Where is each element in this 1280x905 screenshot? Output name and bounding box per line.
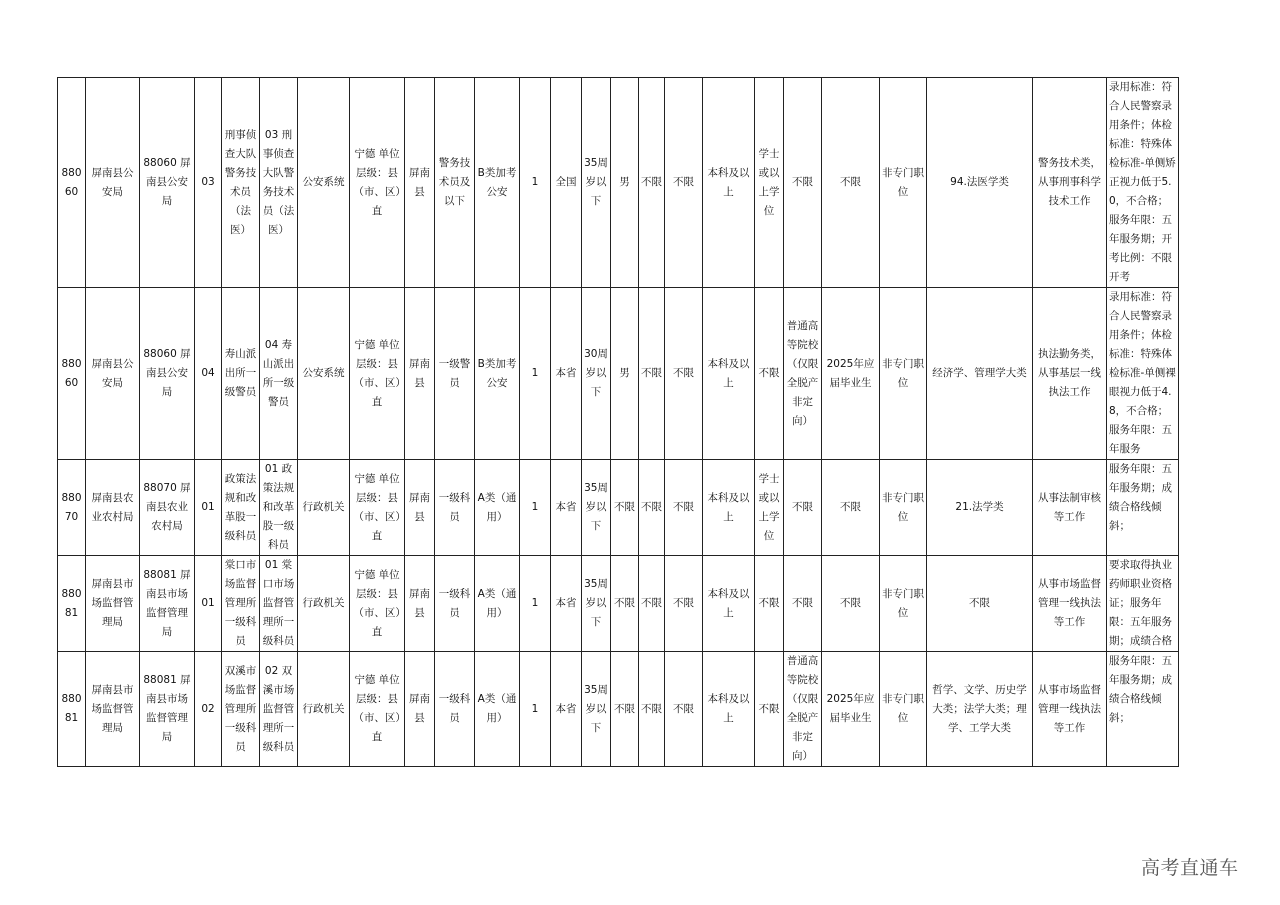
note-cell: 要求取得执业药师职业资格证；服务年限：五年服务期；成绩合格 [1107, 556, 1179, 652]
scope-cell: 本省 [551, 652, 582, 767]
unit-code-cell: 88070 [58, 460, 86, 556]
graduate-type-cell: 2025年应届毕业生 [822, 288, 880, 460]
system-cell: 行政机关 [298, 652, 350, 767]
rank-cell: 一级警员 [435, 288, 475, 460]
major-cell: 21.法学类 [927, 460, 1033, 556]
graduate-type-cell: 不限 [822, 460, 880, 556]
hire-count-cell: 1 [520, 652, 551, 767]
system-cell: 公安系统 [298, 288, 350, 460]
hire-count-cell: 1 [520, 78, 551, 288]
dept-cell: 88060 屏南县公安局 [140, 78, 195, 288]
recruitment-positions-table [57, 77, 1179, 767]
education-cell: 本科及以上 [703, 460, 755, 556]
unit-name-cell: 屏南县公安局 [86, 78, 140, 288]
hire-count-cell: 1 [520, 460, 551, 556]
position-name-cell: 寿山派出所一级警员 [222, 288, 260, 460]
exam-type-cell: A类（通用） [475, 556, 520, 652]
age-cell: 35周岁以下 [582, 652, 611, 767]
table-row [58, 78, 1179, 288]
unit-name-cell: 屏南县公安局 [86, 288, 140, 460]
rank-cell: 一级科员 [435, 460, 475, 556]
education-cell: 本科及以上 [703, 652, 755, 767]
degree-cell: 学士或以上学位 [755, 78, 784, 288]
rank-cell: 警务技术员及以下 [435, 78, 475, 288]
post-type-cell: 非专门职位 [880, 78, 927, 288]
exam-type-cell: B类加考公安 [475, 288, 520, 460]
age-cell: 35周岁以下 [582, 460, 611, 556]
education-cell: 本科及以上 [703, 288, 755, 460]
duty-cell: 警务技术类，从事刑事科学技术工作 [1033, 78, 1107, 288]
duty-cell: 执法勤务类，从事基层一线执法工作 [1033, 288, 1107, 460]
dept-cell: 88060 屏南县公安局 [140, 288, 195, 460]
unit-level-cell: 宁德 单位层级：县（市、区）直 [350, 652, 405, 767]
position-number-cell: 01 [195, 460, 222, 556]
duty-cell: 从事市场监督管理一线执法等工作 [1033, 556, 1107, 652]
position-name-cell: 刑事侦查大队警务技术员（法医） [222, 78, 260, 288]
scope-cell: 本省 [551, 460, 582, 556]
major-cell: 哲学、文学、历史学大类；法学大类；理学、工学大类 [927, 652, 1033, 767]
area-cell: 屏南县 [405, 556, 435, 652]
area-cell: 屏南县 [405, 78, 435, 288]
unit-level-cell: 宁德 单位层级：县（市、区）直 [350, 556, 405, 652]
school-type-cell: 不限 [784, 460, 822, 556]
education-cell: 本科及以上 [703, 78, 755, 288]
degree-cell: 不限 [755, 652, 784, 767]
unit-code-cell: 88081 [58, 652, 86, 767]
table-row [58, 288, 1179, 460]
position-name-cell: 棠口市场监督管理所一级科员 [222, 556, 260, 652]
position-number-cell: 04 [195, 288, 222, 460]
position-full-name-cell: 02 双溪市场监督管理所一级科员 [260, 652, 298, 767]
area-cell: 屏南县 [405, 652, 435, 767]
position-name-cell: 政策法规和改革股一级科员 [222, 460, 260, 556]
scope-cell: 本省 [551, 288, 582, 460]
unit-name-cell: 屏南县市场监督管理局 [86, 652, 140, 767]
scope-cell: 全国 [551, 78, 582, 288]
post-type-cell: 非专门职位 [880, 288, 927, 460]
political-cell: 不限 [665, 78, 703, 288]
duty-cell: 从事市场监督管理一线执法等工作 [1033, 652, 1107, 767]
exam-type-cell: A类（通用） [475, 652, 520, 767]
major-cell: 经济学、管理学大类 [927, 288, 1033, 460]
position-full-name-cell: 03 刑事侦查大队警务技术员（法医） [260, 78, 298, 288]
ethnic-cell: 不限 [639, 460, 665, 556]
post-type-cell: 非专门职位 [880, 556, 927, 652]
unit-name-cell: 屏南县市场监督管理局 [86, 556, 140, 652]
unit-level-cell: 宁德 单位层级：县（市、区）直 [350, 460, 405, 556]
age-cell: 30周岁以下 [582, 288, 611, 460]
system-cell: 行政机关 [298, 460, 350, 556]
degree-cell: 不限 [755, 288, 784, 460]
system-cell: 公安系统 [298, 78, 350, 288]
political-cell: 不限 [665, 556, 703, 652]
position-number-cell: 01 [195, 556, 222, 652]
political-cell: 不限 [665, 288, 703, 460]
exam-type-cell: A类（通用） [475, 460, 520, 556]
graduate-type-cell: 不限 [822, 556, 880, 652]
dept-cell: 88070 屏南县农业农村局 [140, 460, 195, 556]
education-cell: 本科及以上 [703, 556, 755, 652]
unit-code-cell: 88060 [58, 78, 86, 288]
unit-code-cell: 88081 [58, 556, 86, 652]
graduate-type-cell: 2025年应届毕业生 [822, 652, 880, 767]
graduate-type-cell: 不限 [822, 78, 880, 288]
system-cell: 行政机关 [298, 556, 350, 652]
unit-level-cell: 宁德 单位层级：县（市、区）直 [350, 288, 405, 460]
gender-cell: 不限 [611, 652, 639, 767]
area-cell: 屏南县 [405, 288, 435, 460]
hire-count-cell: 1 [520, 288, 551, 460]
position-full-name-cell: 01 棠口市场监督管理所一级科员 [260, 556, 298, 652]
school-type-cell: 普通高等院校（仅限全脱产非定向） [784, 652, 822, 767]
position-full-name-cell: 04 寿山派出所一级警员 [260, 288, 298, 460]
post-type-cell: 非专门职位 [880, 652, 927, 767]
political-cell: 不限 [665, 652, 703, 767]
table-row [58, 556, 1179, 652]
gender-cell: 不限 [611, 556, 639, 652]
gender-cell: 不限 [611, 460, 639, 556]
gender-cell: 男 [611, 288, 639, 460]
table-row [58, 460, 1179, 556]
rank-cell: 一级科员 [435, 652, 475, 767]
dept-cell: 88081 屏南县市场监督管理局 [140, 652, 195, 767]
major-cell: 94.法医学类 [927, 78, 1033, 288]
unit-name-cell: 屏南县农业农村局 [86, 460, 140, 556]
area-cell: 屏南县 [405, 460, 435, 556]
unit-code-cell: 88060 [58, 288, 86, 460]
unit-level-cell: 宁德 单位层级：县（市、区）直 [350, 78, 405, 288]
school-type-cell: 不限 [784, 556, 822, 652]
position-number-cell: 03 [195, 78, 222, 288]
ethnic-cell: 不限 [639, 288, 665, 460]
ethnic-cell: 不限 [639, 556, 665, 652]
scope-cell: 本省 [551, 556, 582, 652]
post-type-cell: 非专门职位 [880, 460, 927, 556]
table-row [58, 652, 1179, 767]
school-type-cell: 不限 [784, 78, 822, 288]
age-cell: 35周岁以下 [582, 556, 611, 652]
age-cell: 35周岁以下 [582, 78, 611, 288]
degree-cell: 学士或以上学位 [755, 460, 784, 556]
rank-cell: 一级科员 [435, 556, 475, 652]
note-cell: 录用标准：符合人民警察录用条件；体检标准：特殊体检标准-单侧矫正视力低于5.0，不合格；服务年限：五年服务期；开考比例：不限开考 [1107, 78, 1179, 288]
position-full-name-cell: 01 政策法规和改革股一级科员 [260, 460, 298, 556]
degree-cell: 不限 [755, 556, 784, 652]
political-cell: 不限 [665, 460, 703, 556]
ethnic-cell: 不限 [639, 78, 665, 288]
dept-cell: 88081 屏南县市场监督管理局 [140, 556, 195, 652]
note-cell: 录用标准：符合人民警察录用条件；体检标准：特殊体检标准-单侧裸眼视力低于4.8，不合格；服务年限：五年服务 [1107, 288, 1179, 460]
hire-count-cell: 1 [520, 556, 551, 652]
gender-cell: 男 [611, 78, 639, 288]
exam-type-cell: B类加考公安 [475, 78, 520, 288]
duty-cell: 从事法制审核等工作 [1033, 460, 1107, 556]
ethnic-cell: 不限 [639, 652, 665, 767]
school-type-cell: 普通高等院校（仅限全脱产非定向） [784, 288, 822, 460]
note-cell: 服务年限：五年服务期；成绩合格线倾斜； [1107, 460, 1179, 556]
position-number-cell: 02 [195, 652, 222, 767]
watermark-text: 高考直通车 [1141, 857, 1239, 879]
position-name-cell: 双溪市场监督管理所一级科员 [222, 652, 260, 767]
major-cell: 不限 [927, 556, 1033, 652]
note-cell: 服务年限：五年服务期；成绩合格线倾斜； [1107, 652, 1179, 767]
